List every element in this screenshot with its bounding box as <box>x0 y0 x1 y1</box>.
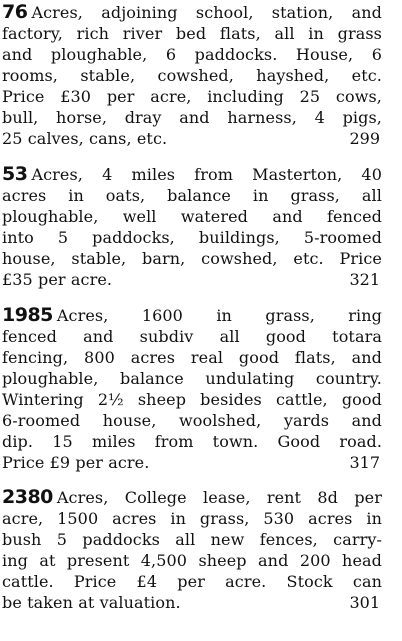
listing-reference-number: 301 <box>349 593 380 612</box>
listing-line: house, stable, barn, cowshed, etc. Price <box>2 249 382 268</box>
listing-acreage: 1985 <box>2 305 53 326</box>
listing-line: acres in oats, balance in grass, all <box>2 186 382 205</box>
listing-acreage: 53 <box>2 164 28 185</box>
listing-line: 53 Acres, 4 miles from Masterton, 40 <box>2 164 382 185</box>
listing-line: dip. 15 miles from town. Good road. <box>2 432 382 451</box>
listing-line: fenced and subdiv all good totara <box>2 327 382 346</box>
listing-line: acre, 1500 acres in grass, 530 acres in <box>2 509 382 528</box>
listing-line: 2380 Acres, College lease, rent 8d per <box>2 487 382 508</box>
listing-line: rooms, stable, cowshed, hayshed, etc. <box>2 66 382 85</box>
listing-reference-number: 299 <box>349 129 380 148</box>
listing-line: £35 per acre. <box>2 270 113 289</box>
listing-line: Price £30 per acre, including 25 cows, <box>2 87 382 106</box>
listing-line: ing at present 4,500 sheep and 200 head <box>2 551 382 570</box>
listing-reference-number: 321 <box>349 270 380 289</box>
listing-line: 25 calves, cans, etc. <box>2 129 168 148</box>
listing-line: Price £9 per acre. <box>2 453 150 472</box>
listing-line: ploughable, well watered and fenced <box>2 207 382 226</box>
listing-line: 6-roomed house, woolshed, yards and <box>2 411 382 430</box>
listing-line: factory, rich river bed flats, all in grass <box>2 24 382 43</box>
listing-line: 76 Acres, adjoining school, station, and <box>2 2 382 23</box>
listing-line: ploughable, balance undulating country. <box>2 369 382 388</box>
listing-acreage: 2380 <box>2 487 53 508</box>
listing-line: and ploughable, 6 paddocks. House, 6 <box>2 45 382 64</box>
listing-line: fencing, 800 acres real good flats, and <box>2 348 382 367</box>
listing-line: bush 5 paddocks all new fences, carry- <box>2 530 382 549</box>
listing-line: Wintering 2½ sheep besides cattle, good <box>2 390 382 409</box>
listing-line: bull, horse, dray and harness, 4 pigs, <box>2 108 382 127</box>
listing-acreage: 76 <box>2 2 28 23</box>
listing-line: into 5 paddocks, buildings, 5-roomed <box>2 228 382 247</box>
listing-reference-number: 317 <box>349 453 380 472</box>
listing-line: 1985 Acres, 1600 in grass, ring <box>2 305 382 326</box>
listing-line: be taken at valuation. <box>2 593 181 612</box>
listing-line: cattle. Price £4 per acre. Stock can <box>2 572 382 591</box>
